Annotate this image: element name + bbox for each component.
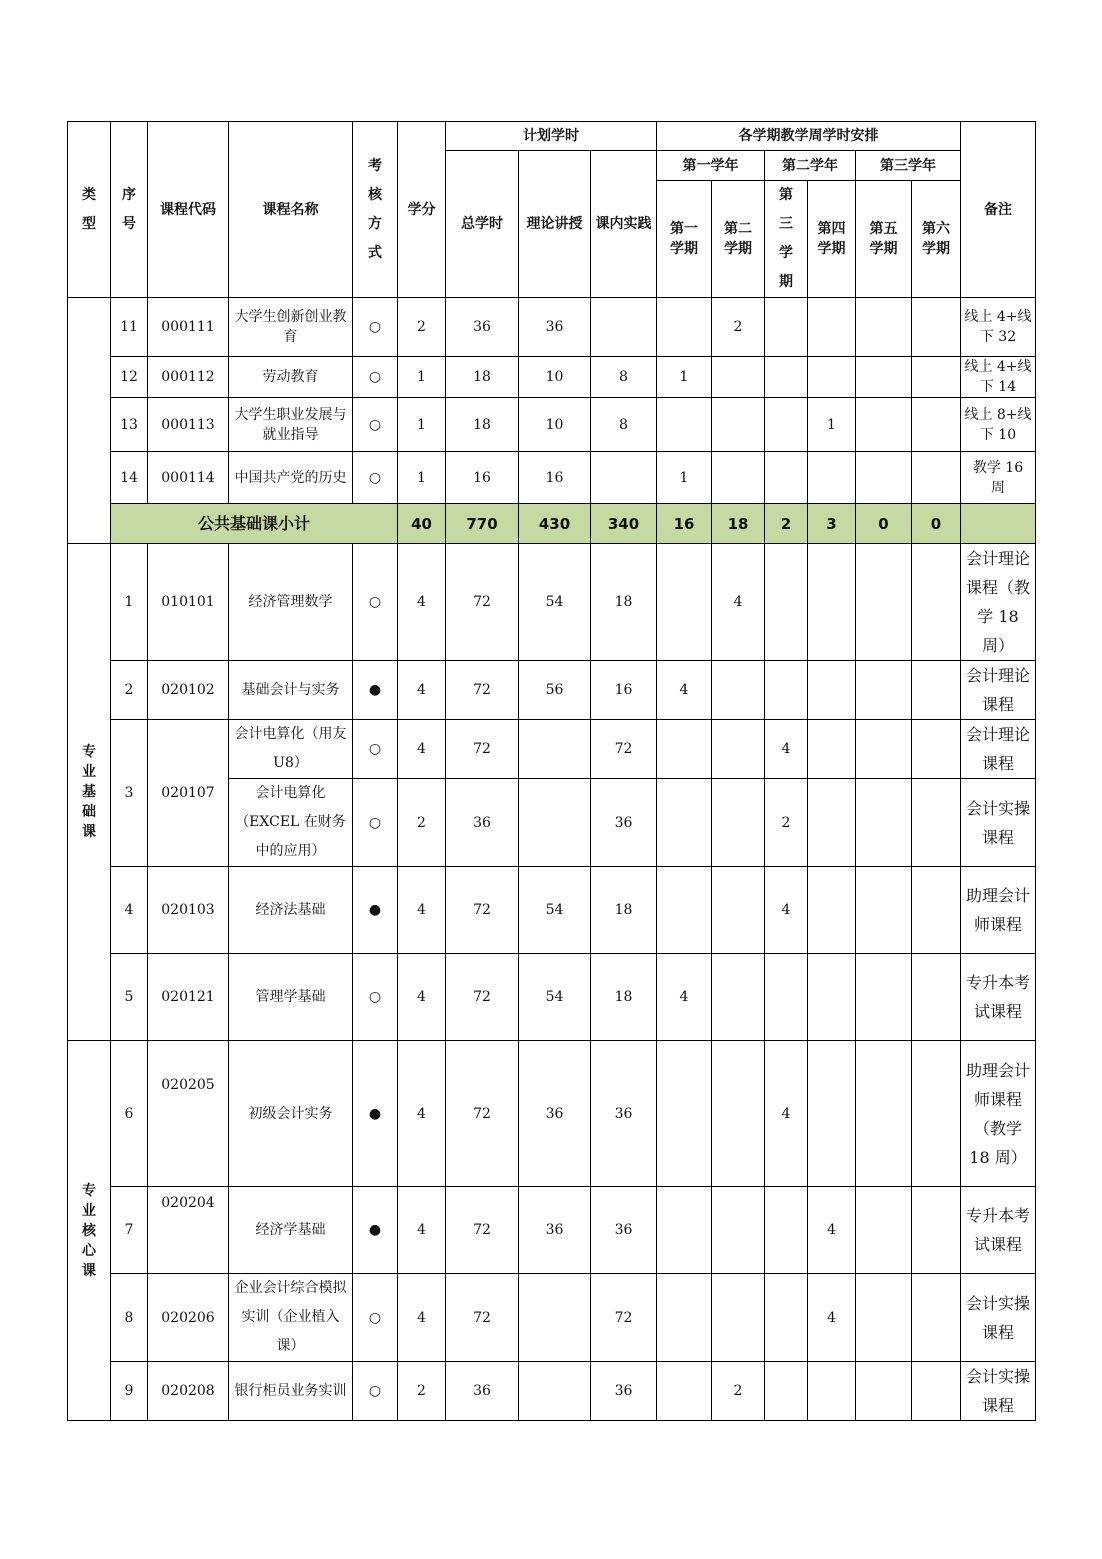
- seq-cell: 6: [111, 1041, 148, 1187]
- credit-cell: 4: [398, 1274, 446, 1362]
- sem5-cell: [856, 867, 912, 954]
- total-hours-cell: 72: [446, 867, 519, 954]
- total-hours-cell: 72: [446, 661, 519, 720]
- sem5-cell: [856, 661, 912, 720]
- remark-cell: 专升本考试课程: [961, 1187, 1036, 1274]
- practice-cell: [591, 298, 657, 357]
- sem3-cell: 2: [765, 779, 808, 867]
- sem6-cell: [912, 452, 961, 504]
- theory-cell: [519, 1274, 591, 1362]
- sem1-cell: 1: [657, 357, 712, 398]
- header-exam: 考核方式: [353, 122, 398, 298]
- category-basic: 专业基础课: [68, 544, 111, 1041]
- category-cell-public: [68, 298, 111, 544]
- total-hours-cell: 72: [446, 720, 519, 779]
- code-cell: 020102: [148, 661, 229, 720]
- practice-cell: 72: [591, 1274, 657, 1362]
- course-name-cell: 经济法基础: [229, 867, 353, 954]
- seq-cell: 9: [111, 1362, 148, 1421]
- theory-cell: 10: [519, 357, 591, 398]
- remark-cell: 线上 8+线下 10: [961, 398, 1036, 452]
- total-hours-cell: 72: [446, 1274, 519, 1362]
- subtotal-theory: 430: [519, 504, 591, 544]
- sem6-cell: [912, 1041, 961, 1187]
- header-total-hours: 总学时: [446, 151, 519, 298]
- code-cell: 020107: [148, 720, 229, 867]
- sem1-cell: 1: [657, 452, 712, 504]
- sem5-cell: [856, 720, 912, 779]
- practice-cell: 36: [591, 1041, 657, 1187]
- code-cell: 000114: [148, 452, 229, 504]
- sem3-cell: [765, 544, 808, 661]
- credit-cell: 4: [398, 954, 446, 1041]
- sem4-cell: [808, 1041, 856, 1187]
- sem5-cell: [856, 452, 912, 504]
- seq-cell: 1: [111, 544, 148, 661]
- table-row: [68, 867, 1036, 954]
- exam-mark: ○: [353, 1274, 398, 1362]
- table-row: [68, 720, 1036, 779]
- sem4-cell: [808, 298, 856, 357]
- header-code: 课程代码: [148, 122, 229, 298]
- curriculum-table: [67, 121, 1036, 1421]
- credit-cell: 4: [398, 720, 446, 779]
- theory-cell: 56: [519, 661, 591, 720]
- table-row: [68, 661, 1036, 720]
- header-year1: 第一学年: [657, 151, 765, 181]
- sem3-cell: [765, 1274, 808, 1362]
- sem2-cell: 2: [712, 298, 765, 357]
- sem3-cell: [765, 1362, 808, 1421]
- course-name-cell: 会计电算化（EXCEL 在财务中的应用）: [229, 779, 353, 867]
- sem6-cell: [912, 1187, 961, 1274]
- credit-cell: 4: [398, 544, 446, 661]
- table-row: [68, 298, 1036, 357]
- code-cell: 010101: [148, 544, 229, 661]
- course-name-cell: 管理学基础: [229, 954, 353, 1041]
- sem5-cell: [856, 1274, 912, 1362]
- sem5-cell: [856, 398, 912, 452]
- sem1-cell: [657, 1362, 712, 1421]
- sem6-cell: [912, 867, 961, 954]
- header-year2: 第二学年: [765, 151, 856, 181]
- credit-cell: 2: [398, 779, 446, 867]
- exam-mark: ○: [353, 779, 398, 867]
- table-row: [68, 1362, 1036, 1421]
- header-sem1: 第一学期: [657, 181, 712, 298]
- code-cell: 000112: [148, 357, 229, 398]
- theory-cell: 36: [519, 298, 591, 357]
- remark-cell: 会计理论课程（教学 18 周）: [961, 544, 1036, 661]
- exam-mark: ○: [353, 452, 398, 504]
- sem4-cell: [808, 661, 856, 720]
- seq-cell: 7: [111, 1187, 148, 1274]
- sem1-cell: 4: [657, 954, 712, 1041]
- sem5-cell: [856, 1187, 912, 1274]
- practice-cell: 36: [591, 1362, 657, 1421]
- theory-cell: 54: [519, 954, 591, 1041]
- total-hours-cell: 72: [446, 544, 519, 661]
- sem5-cell: [856, 779, 912, 867]
- course-name-cell: 经济管理数学: [229, 544, 353, 661]
- subtotal-label: 公共基础课小计: [111, 504, 398, 544]
- code-cell: 000111: [148, 298, 229, 357]
- remark-cell: 线上 4+线下 14: [961, 357, 1036, 398]
- course-name-cell: 中国共产党的历史: [229, 452, 353, 504]
- credit-cell: 4: [398, 1187, 446, 1274]
- practice-cell: 8: [591, 398, 657, 452]
- credit-cell: 1: [398, 398, 446, 452]
- category-core: 专业核心课: [68, 1041, 111, 1421]
- sem4-cell: [808, 867, 856, 954]
- exam-mark: ●: [353, 867, 398, 954]
- table-row: [68, 398, 1036, 452]
- subtotal-sem5: 0: [856, 504, 912, 544]
- total-hours-cell: 18: [446, 357, 519, 398]
- sem5-cell: [856, 954, 912, 1041]
- table-row: [68, 1187, 1036, 1274]
- credit-cell: 4: [398, 1041, 446, 1187]
- table-row: [68, 452, 1036, 504]
- header-practice: 课内实践: [591, 151, 657, 298]
- total-hours-cell: 72: [446, 954, 519, 1041]
- remark-cell: 助理会计师课程: [961, 867, 1036, 954]
- header-sem2: 第二学期: [712, 181, 765, 298]
- subtotal-sem2: 18: [712, 504, 765, 544]
- exam-mark: ○: [353, 1362, 398, 1421]
- sem2-cell: [712, 867, 765, 954]
- sem3-cell: [765, 661, 808, 720]
- sem1-cell: [657, 1274, 712, 1362]
- sem5-cell: [856, 1041, 912, 1187]
- course-name-cell: 会计电算化（用友 U8）: [229, 720, 353, 779]
- subtotal-sem6: 0: [912, 504, 961, 544]
- sem1-cell: [657, 298, 712, 357]
- remark-cell: 会计理论课程: [961, 720, 1036, 779]
- total-hours-cell: 16: [446, 452, 519, 504]
- sem6-cell: [912, 779, 961, 867]
- seq-cell: 5: [111, 954, 148, 1041]
- course-name-cell: 初级会计实务: [229, 1041, 353, 1187]
- total-hours-cell: 36: [446, 1362, 519, 1421]
- theory-cell: 54: [519, 867, 591, 954]
- remark-cell: 会计理论课程: [961, 661, 1036, 720]
- total-hours-cell: 36: [446, 779, 519, 867]
- sem2-cell: [712, 452, 765, 504]
- sem2-cell: [712, 954, 765, 1041]
- table-row: [68, 357, 1036, 398]
- seq-cell: 8: [111, 1274, 148, 1362]
- sem3-cell: [765, 1187, 808, 1274]
- remark-cell: 会计实操课程: [961, 1362, 1036, 1421]
- sem6-cell: [912, 661, 961, 720]
- course-name-cell: 企业会计综合模拟实训（企业植入课）: [229, 1274, 353, 1362]
- sem6-cell: [912, 1362, 961, 1421]
- course-name-cell: 银行柜员业务实训: [229, 1362, 353, 1421]
- sem4-cell: [808, 1362, 856, 1421]
- sem4-cell: 4: [808, 1187, 856, 1274]
- sem3-cell: 4: [765, 1041, 808, 1187]
- code-cell: 000113: [148, 398, 229, 452]
- code-cell: 020205: [148, 1041, 229, 1187]
- exam-mark: ○: [353, 720, 398, 779]
- theory-cell: 54: [519, 544, 591, 661]
- remark-cell: 线上 4+线下 32: [961, 298, 1036, 357]
- sem6-cell: [912, 398, 961, 452]
- sem1-cell: [657, 1041, 712, 1187]
- table-row: [68, 954, 1036, 1041]
- sem1-cell: [657, 1187, 712, 1274]
- code-cell: 020208: [148, 1362, 229, 1421]
- total-hours-cell: 18: [446, 398, 519, 452]
- course-name-cell: 基础会计与实务: [229, 661, 353, 720]
- exam-mark: ●: [353, 661, 398, 720]
- sem3-cell: [765, 452, 808, 504]
- sem6-cell: [912, 954, 961, 1041]
- exam-mark: ○: [353, 357, 398, 398]
- subtotal-row: [68, 504, 1036, 544]
- theory-cell: 36: [519, 1187, 591, 1274]
- header-remarks: 备注: [961, 122, 1036, 298]
- seq-cell: 13: [111, 398, 148, 452]
- seq-cell: 12: [111, 357, 148, 398]
- code-cell: 020206: [148, 1274, 229, 1362]
- sem2-cell: [712, 357, 765, 398]
- header-year3: 第三学年: [856, 151, 961, 181]
- sem2-cell: [712, 398, 765, 452]
- header-sem4: 第四学期: [808, 181, 856, 298]
- sem1-cell: [657, 720, 712, 779]
- remark-cell: 助理会计师课程（教学 18 周）: [961, 1041, 1036, 1187]
- sem6-cell: [912, 357, 961, 398]
- sem1-cell: [657, 398, 712, 452]
- credit-cell: 2: [398, 298, 446, 357]
- sem3-cell: [765, 298, 808, 357]
- sem5-cell: [856, 357, 912, 398]
- theory-cell: 10: [519, 398, 591, 452]
- total-hours-cell: 72: [446, 1187, 519, 1274]
- header-sem3: 第三学期: [765, 181, 808, 298]
- subtotal-sem4: 3: [808, 504, 856, 544]
- table-row: [68, 544, 1036, 661]
- sem2-cell: [712, 1041, 765, 1187]
- header-weekly-hours: 各学期教学周学时安排: [657, 122, 961, 151]
- remark-cell: 会计实操课程: [961, 1274, 1036, 1362]
- subtotal-credit: 40: [398, 504, 446, 544]
- code-cell: 020204: [148, 1187, 229, 1274]
- practice-cell: 36: [591, 779, 657, 867]
- seq-cell: 11: [111, 298, 148, 357]
- sem3-cell: 4: [765, 720, 808, 779]
- sem1-cell: 4: [657, 661, 712, 720]
- practice-cell: 18: [591, 954, 657, 1041]
- course-name-cell: 经济学基础: [229, 1187, 353, 1274]
- sem6-cell: [912, 1274, 961, 1362]
- seq-cell: 2: [111, 661, 148, 720]
- credit-cell: 4: [398, 867, 446, 954]
- practice-cell: 72: [591, 720, 657, 779]
- sem6-cell: [912, 298, 961, 357]
- header-seq: 序号: [111, 122, 148, 298]
- total-hours-cell: 72: [446, 1041, 519, 1187]
- header-type: 类型: [68, 122, 111, 298]
- credit-cell: 1: [398, 452, 446, 504]
- subtotal-sem3: 2: [765, 504, 808, 544]
- credit-cell: 4: [398, 661, 446, 720]
- practice-cell: 16: [591, 661, 657, 720]
- seq-cell: 4: [111, 867, 148, 954]
- exam-mark: ○: [353, 298, 398, 357]
- code-cell: 020121: [148, 954, 229, 1041]
- sem4-cell: [808, 779, 856, 867]
- sem2-cell: 4: [712, 544, 765, 661]
- header-name: 课程名称: [229, 122, 353, 298]
- sem3-cell: [765, 357, 808, 398]
- theory-cell: 36: [519, 1041, 591, 1187]
- theory-cell: 16: [519, 452, 591, 504]
- header-sem5: 第五学期: [856, 181, 912, 298]
- exam-mark: ○: [353, 954, 398, 1041]
- sem4-cell: 4: [808, 1274, 856, 1362]
- header-sem6: 第六学期: [912, 181, 961, 298]
- credit-cell: 1: [398, 357, 446, 398]
- course-name-cell: 大学生创新创业教育: [229, 298, 353, 357]
- header-theory: 理论讲授: [519, 151, 591, 298]
- remark-cell: 会计实操课程: [961, 779, 1036, 867]
- remark-cell: 专升本考试课程: [961, 954, 1036, 1041]
- sem4-cell: [808, 720, 856, 779]
- seq-cell: 3: [111, 720, 148, 867]
- sem3-cell: 4: [765, 867, 808, 954]
- subtotal-sem1: 16: [657, 504, 712, 544]
- subtotal-remark: [961, 504, 1036, 544]
- practice-cell: 36: [591, 1187, 657, 1274]
- practice-cell: 18: [591, 867, 657, 954]
- sem6-cell: [912, 720, 961, 779]
- practice-cell: [591, 452, 657, 504]
- sem3-cell: [765, 398, 808, 452]
- sem2-cell: [712, 779, 765, 867]
- sem2-cell: [712, 661, 765, 720]
- sem4-cell: [808, 357, 856, 398]
- code-cell: 020103: [148, 867, 229, 954]
- sem4-cell: [808, 452, 856, 504]
- exam-mark: ○: [353, 398, 398, 452]
- sem5-cell: [856, 298, 912, 357]
- table-row: [68, 1041, 1036, 1187]
- practice-cell: 18: [591, 544, 657, 661]
- remark-cell: 教学 16 周: [961, 452, 1036, 504]
- sem1-cell: [657, 779, 712, 867]
- sem6-cell: [912, 544, 961, 661]
- subtotal-practice: 340: [591, 504, 657, 544]
- sem2-cell: 2: [712, 1362, 765, 1421]
- sem2-cell: [712, 1274, 765, 1362]
- exam-mark: ○: [353, 544, 398, 661]
- seq-cell: 14: [111, 452, 148, 504]
- exam-mark: ●: [353, 1041, 398, 1187]
- sem3-cell: [765, 954, 808, 1041]
- sem4-cell: [808, 544, 856, 661]
- table-row: [68, 1274, 1036, 1362]
- sem5-cell: [856, 544, 912, 661]
- total-hours-cell: 36: [446, 298, 519, 357]
- theory-cell: [519, 779, 591, 867]
- sem4-cell: 1: [808, 398, 856, 452]
- sem2-cell: [712, 1187, 765, 1274]
- course-name-cell: 劳动教育: [229, 357, 353, 398]
- sem5-cell: [856, 1362, 912, 1421]
- theory-cell: [519, 720, 591, 779]
- header-credit: 学分: [398, 122, 446, 298]
- subtotal-total-hours: 770: [446, 504, 519, 544]
- sem1-cell: [657, 544, 712, 661]
- header-planned-hours: 计划学时: [446, 122, 657, 151]
- sem1-cell: [657, 867, 712, 954]
- theory-cell: [519, 1362, 591, 1421]
- practice-cell: 8: [591, 357, 657, 398]
- exam-mark: ●: [353, 1187, 398, 1274]
- credit-cell: 2: [398, 1362, 446, 1421]
- course-name-cell: 大学生职业发展与就业指导: [229, 398, 353, 452]
- sem2-cell: [712, 720, 765, 779]
- sem4-cell: [808, 954, 856, 1041]
